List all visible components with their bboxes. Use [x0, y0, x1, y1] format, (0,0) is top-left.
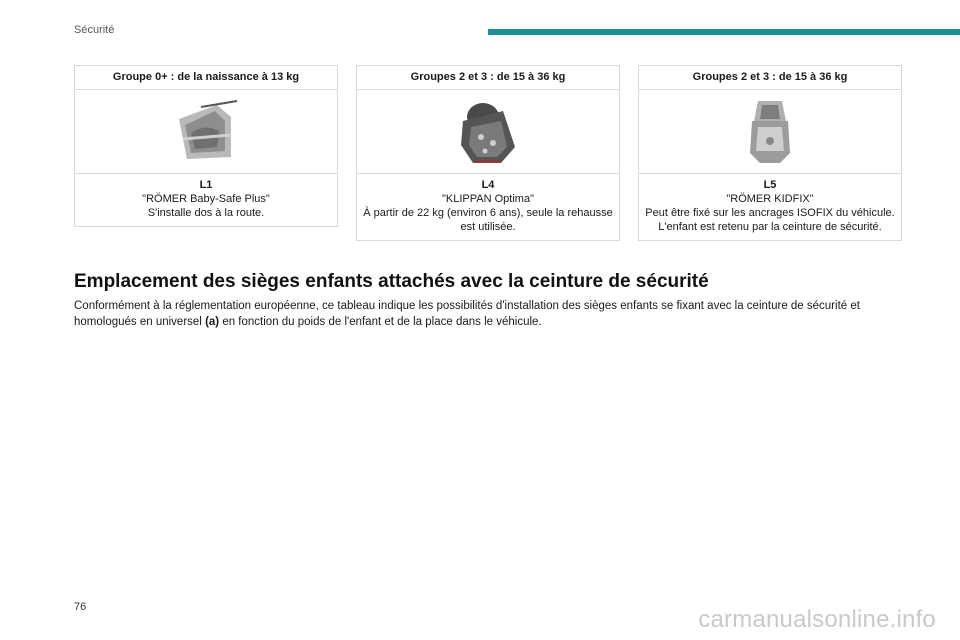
seat-code: L1: [199, 179, 213, 191]
rearward-baby-seat-icon: [171, 99, 241, 165]
card-group-heading: Groupe 0+ : de la naissance à 13 kg: [75, 66, 337, 90]
seat-note: L'enfant est retenu par la ceinture de sécurité.: [658, 221, 882, 233]
seat-card-l1: [74, 65, 338, 227]
seat-card-l5: [638, 65, 902, 241]
seat-model: "RÖMER KIDFIX": [726, 193, 814, 205]
seat-model: "RÖMER Baby-Safe Plus": [142, 193, 270, 205]
booster-seat-illustration: [357, 90, 619, 174]
kidfix-seat-illustration: [639, 90, 901, 174]
card-group-heading: Groupes 2 et 3 : de 15 à 36 kg: [357, 66, 619, 90]
seat-note: S'installe dos à la route.: [147, 207, 265, 219]
baby-seat-illustration: [75, 90, 337, 174]
card-group-heading: Groupes 2 et 3 : de 15 à 36 kg: [639, 66, 901, 90]
section-label: Sécurité: [74, 24, 115, 36]
seat-code: L4: [481, 179, 495, 191]
section-paragraph: [74, 298, 906, 330]
seat-card-l4: [356, 65, 620, 241]
paragraph-footnote-ref: (a): [205, 316, 220, 328]
section-title: Emplacement des sièges enfants attachés avec la ceinture de sécurité: [74, 271, 709, 292]
paragraph-text-start: Conformément à la réglementation européenne, ce tableau indique les possibilités d'installation des sièges enfants se fixant avec la ceinture de sécurité et homologués en universel: [74, 300, 860, 328]
seat-code: L5: [763, 179, 777, 191]
site-watermark: carmanualsonline.info: [698, 606, 936, 633]
seat-note: À partir de 22 kg (environ 6 ans), seule la rehausse est utilisée.: [363, 207, 613, 233]
isofix-booster-seat-icon: [740, 97, 800, 167]
page-number: 76: [74, 601, 87, 613]
seat-note: Peut être fixé sur les ancrages ISOFIX du véhicule.: [645, 207, 895, 219]
paragraph-text-end: en fonction du poids de l'enfant et de la place dans le véhicule.: [219, 316, 542, 328]
forward-booster-seat-icon: [453, 97, 523, 167]
header-accent-bar: [488, 29, 960, 35]
seat-model: "KLIPPAN Optima": [442, 193, 534, 205]
